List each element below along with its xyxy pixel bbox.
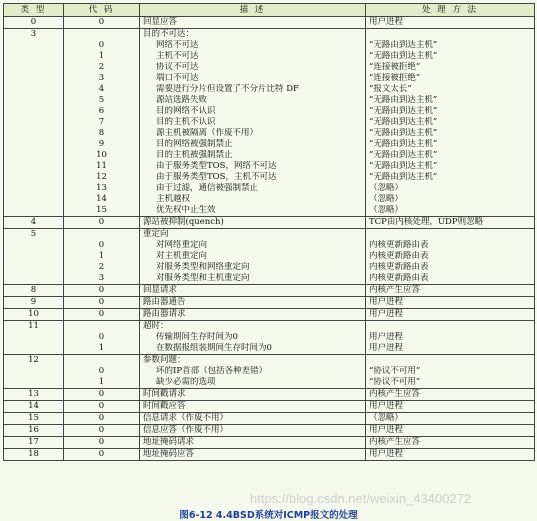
cell-type: 4 (4, 217, 64, 229)
cell-code: 0 (64, 297, 140, 309)
cell-handling: “无路由到达主机” (366, 161, 535, 172)
cell-type (4, 194, 64, 205)
cell-code: 11 (64, 161, 140, 172)
table-row (4, 40, 535, 51)
cell-handling: 内核产生应答 (366, 437, 535, 449)
table-header-row (4, 4, 535, 17)
cell-type: 13 (4, 389, 64, 401)
table-row (4, 150, 535, 161)
cell-code: 1 (64, 251, 140, 262)
cell-code: 0 (64, 425, 140, 437)
cell-type (4, 73, 64, 84)
cell-handling: “无路由到达主机” (366, 150, 535, 161)
cell-code: 14 (64, 194, 140, 205)
icmp-handling-table-container (3, 3, 534, 493)
cell-description: 由于服务类型TOS，主机不可达 (140, 172, 366, 183)
cell-code: 13 (64, 183, 140, 194)
cell-handling: “无路由到达主机” (366, 40, 535, 51)
table-row (4, 172, 535, 183)
cell-description: 协议不可达 (140, 62, 366, 73)
cell-description: 回显应答 (140, 17, 366, 29)
cell-type (4, 366, 64, 377)
table-row (4, 413, 535, 425)
table-row (4, 343, 535, 355)
cell-handling: 用户进程 (366, 332, 535, 343)
table-row (4, 449, 535, 461)
table-row (4, 194, 535, 205)
cell-code: 0 (64, 285, 140, 297)
cell-type (4, 183, 64, 194)
cell-code: 0 (64, 389, 140, 401)
cell-type: 15 (4, 413, 64, 425)
cell-description: 主机不可达 (140, 51, 366, 62)
cell-handling: 用户进程 (366, 401, 535, 413)
table-row (4, 183, 535, 194)
table-row (4, 355, 535, 367)
cell-code: 2 (64, 262, 140, 273)
cell-code: 0 (64, 17, 140, 29)
cell-handling (366, 355, 535, 367)
cell-type (4, 262, 64, 273)
cell-handling: “无路由到达主机” (366, 95, 535, 106)
cell-handling (366, 29, 535, 41)
cell-code: 0 (64, 437, 140, 449)
table-row (4, 62, 535, 73)
cell-description: 时间戳应答 (140, 401, 366, 413)
cell-type: 12 (4, 355, 64, 367)
cell-description: 路由器通告 (140, 297, 366, 309)
table-row (4, 229, 535, 241)
table-row (4, 332, 535, 343)
cell-description: 对主机重定向 (140, 251, 366, 262)
cell-handling: “无路由到达主机” (366, 106, 535, 117)
cell-description: 需要进行分片但设置了不分片比特 DF (140, 84, 366, 95)
cell-type (4, 117, 64, 128)
cell-type (4, 106, 64, 117)
table-row (4, 437, 535, 449)
header-description: 描 述 (140, 4, 366, 17)
cell-description: 目的网络不认识 (140, 106, 366, 117)
cell-code (64, 29, 140, 41)
table-row (4, 73, 535, 84)
cell-description: 在数据报组装期间生存时间为0 (140, 343, 366, 355)
cell-handling: “无路由到达主机” (366, 117, 535, 128)
table-row (4, 366, 535, 377)
cell-code: 0 (64, 413, 140, 425)
cell-handling: （忽略） (366, 183, 535, 194)
cell-description: 源站选路失败 (140, 95, 366, 106)
cell-type (4, 62, 64, 73)
cell-handling: 内核产生应答 (366, 389, 535, 401)
cell-handling: “无路由到达主机” (366, 51, 535, 62)
cell-handling: “报文太长” (366, 84, 535, 95)
header-code: 代 码 (64, 4, 140, 17)
cell-description: 网络不可达 (140, 40, 366, 51)
header-type: 类 型 (4, 4, 64, 17)
cell-handling: （忽略） (366, 413, 535, 425)
cell-type (4, 161, 64, 172)
cell-code: 7 (64, 117, 140, 128)
cell-type (4, 205, 64, 217)
cell-type: 14 (4, 401, 64, 413)
cell-handling: 用户进程 (366, 449, 535, 461)
cell-handling: “无路由到达主机” (366, 172, 535, 183)
table-row (4, 117, 535, 128)
cell-code (64, 355, 140, 367)
table-row (4, 251, 535, 262)
cell-handling: TCP由内核处理，UDP则忽略 (366, 217, 535, 229)
table-row (4, 128, 535, 139)
cell-handling: 用户进程 (366, 425, 535, 437)
cell-code (64, 229, 140, 241)
cell-handling: 内核产生应答 (366, 285, 535, 297)
table-row (4, 240, 535, 251)
cell-code: 0 (64, 366, 140, 377)
table-row (4, 401, 535, 413)
cell-type (4, 172, 64, 183)
cell-description: 参数问题： (140, 355, 366, 367)
cell-code: 1 (64, 343, 140, 355)
table-row (4, 217, 535, 229)
cell-handling: 用户进程 (366, 297, 535, 309)
table-row (4, 297, 535, 309)
cell-description: 重定向 (140, 229, 366, 241)
cell-code: 2 (64, 62, 140, 73)
cell-type (4, 343, 64, 355)
cell-description: 目的主机被强制禁止 (140, 150, 366, 161)
cell-handling: 内核更新路由表 (366, 240, 535, 251)
cell-code: 15 (64, 205, 140, 217)
cell-code: 3 (64, 273, 140, 285)
cell-type: 0 (4, 17, 64, 29)
cell-type (4, 51, 64, 62)
table-row (4, 309, 535, 321)
cell-handling: 内核更新路由表 (366, 273, 535, 285)
cell-handling (366, 229, 535, 241)
cell-code: 10 (64, 150, 140, 161)
cell-type: 10 (4, 309, 64, 321)
cell-description: 路由器请求 (140, 309, 366, 321)
cell-code: 0 (64, 240, 140, 251)
cell-description: 对网络重定向 (140, 240, 366, 251)
cell-code: 8 (64, 128, 140, 139)
table-row (4, 285, 535, 297)
cell-description: 目的网络被强制禁止 (140, 139, 366, 150)
cell-type (4, 95, 64, 106)
table-row (4, 205, 535, 217)
cell-description: 信息应答（作废不用） (140, 425, 366, 437)
cell-description: 传输期间生存时间为0 (140, 332, 366, 343)
cell-code: 1 (64, 51, 140, 62)
cell-description: 目的不可达： (140, 29, 366, 41)
cell-description: 主机越权 (140, 194, 366, 205)
cell-handling: “无路由到达主机” (366, 139, 535, 150)
cell-handling: “连接被拒绝” (366, 73, 535, 84)
cell-code: 0 (64, 332, 140, 343)
watermark-text: https://blog.csdn.net/weixin_43400272 (250, 491, 472, 506)
cell-type (4, 273, 64, 285)
table-row (4, 95, 535, 106)
cell-handling: 用户进程 (366, 309, 535, 321)
table-row (4, 377, 535, 389)
cell-type: 8 (4, 285, 64, 297)
table-row (4, 161, 535, 172)
table-row (4, 17, 535, 29)
cell-description: 地址掩码请求 (140, 437, 366, 449)
cell-description: 信息请求（作废不用） (140, 413, 366, 425)
cell-type: 16 (4, 425, 64, 437)
cell-handling: “连接被拒绝” (366, 62, 535, 73)
cell-code: 4 (64, 84, 140, 95)
cell-description: 由于过滤，通信被强制禁止 (140, 183, 366, 194)
cell-handling: 内核更新路由表 (366, 251, 535, 262)
cell-type (4, 240, 64, 251)
cell-type (4, 251, 64, 262)
cell-handling: “协议不可用” (366, 366, 535, 377)
cell-description: 目的主机不认识 (140, 117, 366, 128)
table-row (4, 51, 535, 62)
cell-handling: 用户进程 (366, 343, 535, 355)
cell-code: 9 (64, 139, 140, 150)
cell-code: 6 (64, 106, 140, 117)
table-row (4, 29, 535, 41)
figure-caption: 图6-12 4.4BSD系统对ICMP报文的处理 (179, 510, 358, 521)
cell-code (64, 321, 140, 333)
table-row (4, 389, 535, 401)
cell-code: 12 (64, 172, 140, 183)
table-row (4, 106, 535, 117)
table-body (4, 17, 535, 461)
cell-description: 地址掩码应答 (140, 449, 366, 461)
cell-type (4, 84, 64, 95)
cell-code: 0 (64, 217, 140, 229)
cell-handling: “协议不可用” (366, 377, 535, 389)
cell-type (4, 139, 64, 150)
cell-type (4, 332, 64, 343)
cell-handling: “无路由到达主机” (366, 128, 535, 139)
table-row (4, 273, 535, 285)
cell-handling: （忽略） (366, 194, 535, 205)
cell-type (4, 150, 64, 161)
cell-handling: 内核更新路由表 (366, 262, 535, 273)
table-row (4, 321, 535, 333)
cell-type (4, 40, 64, 51)
cell-type: 5 (4, 229, 64, 241)
cell-type: 3 (4, 29, 64, 41)
cell-handling (366, 321, 535, 333)
cell-description: 源站被抑制(quench) (140, 217, 366, 229)
cell-description: 超时： (140, 321, 366, 333)
cell-code: 0 (64, 401, 140, 413)
cell-description: 时间戳请求 (140, 389, 366, 401)
header-handling: 处 理 方 法 (366, 4, 535, 17)
cell-code: 0 (64, 40, 140, 51)
table-row (4, 262, 535, 273)
cell-type: 17 (4, 437, 64, 449)
cell-description: 由于服务类型TOS，网络不可达 (140, 161, 366, 172)
cell-description: 优先权中止生效 (140, 205, 366, 217)
cell-handling: （忽略） (366, 205, 535, 217)
cell-description: 回显请求 (140, 285, 366, 297)
cell-code: 1 (64, 377, 140, 389)
cell-type: 11 (4, 321, 64, 333)
cell-code: 0 (64, 449, 140, 461)
cell-description: 缺少必需的选项 (140, 377, 366, 389)
cell-code: 0 (64, 309, 140, 321)
cell-code: 5 (64, 95, 140, 106)
cell-description: 端口不可达 (140, 73, 366, 84)
cell-description: 源主机被隔离（作废不用） (140, 128, 366, 139)
cell-description: 对服务类型和网络重定向 (140, 262, 366, 273)
cell-type: 18 (4, 449, 64, 461)
cell-description: 坏的IP首部（包括各种差错） (140, 366, 366, 377)
cell-code: 3 (64, 73, 140, 84)
cell-type (4, 128, 64, 139)
cell-description: 对服务类型和主机重定向 (140, 273, 366, 285)
cell-type: 9 (4, 297, 64, 309)
icmp-handling-table (3, 3, 535, 461)
table-row (4, 84, 535, 95)
cell-handling: 用户进程 (366, 17, 535, 29)
cell-type (4, 377, 64, 389)
table-row (4, 139, 535, 150)
table-row (4, 425, 535, 437)
